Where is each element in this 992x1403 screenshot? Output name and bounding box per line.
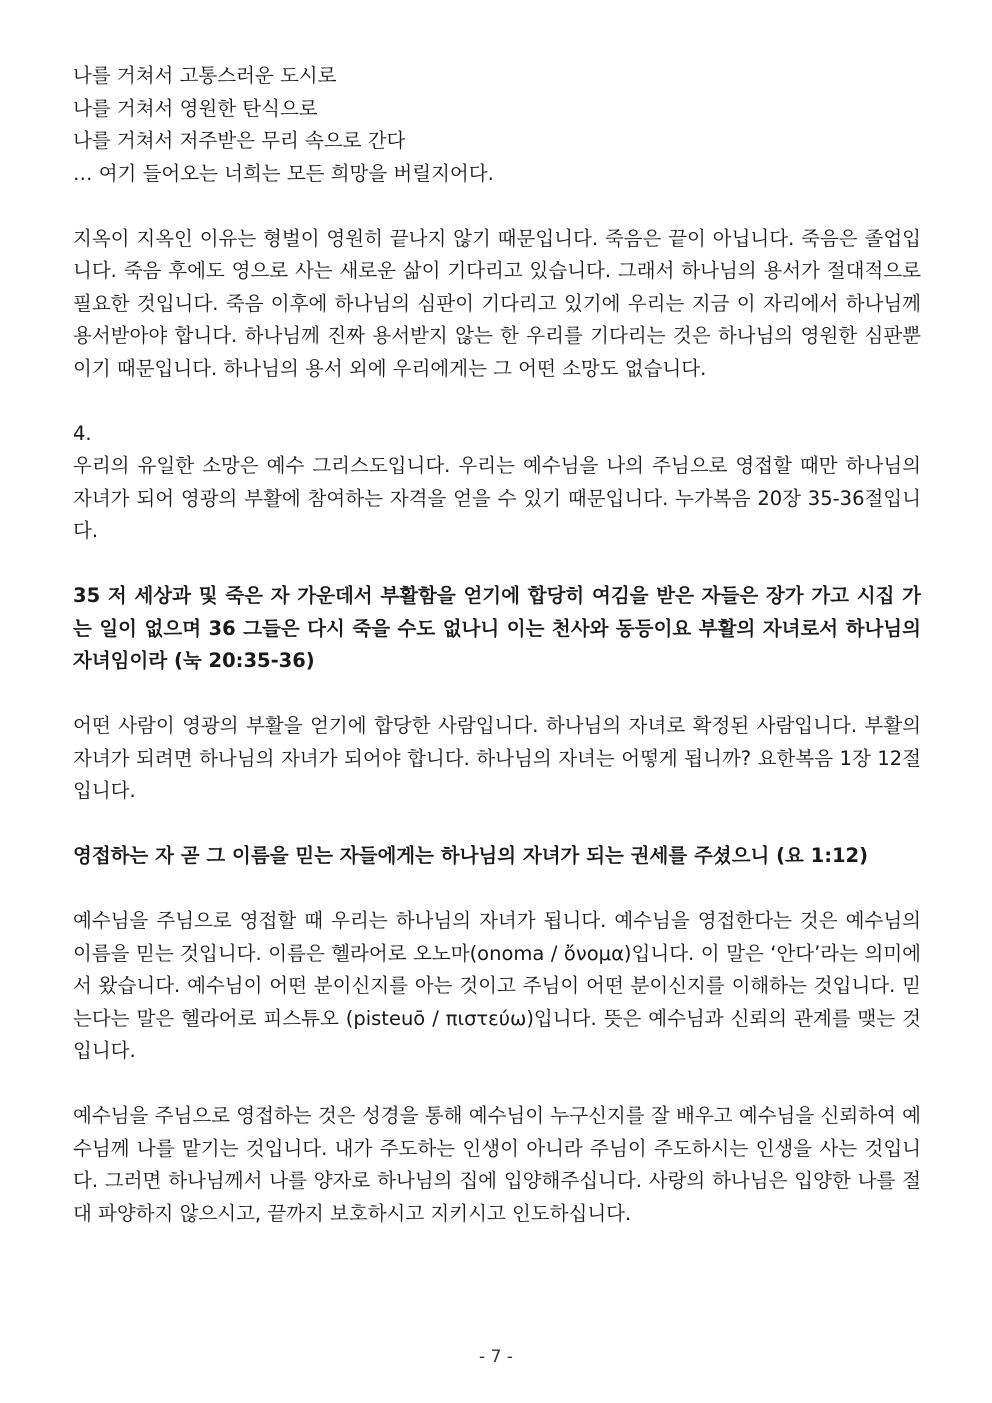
page-number: - 7 - [479, 1347, 513, 1367]
poem-line: … 여기 들어오는 너희는 모든 희망을 버릴지어다. [73, 161, 494, 185]
poem-line: 나를 거쳐서 저주받은 무리 속으로 간다 [73, 129, 406, 152]
scripture-quote: 35 저 세상과 및 죽은 자 가운데서 부활함을 얻기에 합당히 여김을 받은 자들은 장가 가고 시집 가는 일이 없으며 36 그들은 다시 죽을 수도 없나니 이는 천사와 동등이요 부활의 자녀로서 하나님의 자녀임이라 (눅 20:35-36) [73, 584, 921, 672]
paragraph: 예수님을 주님으로 영접할 때 우리는 하나님의 자녀가 됩니다. 예수님을 영접한다는 것은 예수님의 이름을 믿는 것입니다. 이름은 헬라어로 오노마(onoma / ὄνομα)입니다. 이 말은 ‘안다’라는 의미에서 왔습니다. 예수님이 어떤 분이신지를 아는 것이고 주님이 어떤 분이신지를 이해하는 것입니다. 믿는다는 말은 헬라어로 피스튜오 (pisteuō / πιστεύω)입니다. 뜻은 예수님과 신뢰의 관계를 맺는 것입니다. [73, 909, 921, 1062]
scripture-quote: 영접하는 자 곧 그 이름을 믿는 자들에게는 하나님의 자녀가 되는 권세를 주셨으니 (요 1:12) [73, 844, 869, 867]
poem-line: 나를 거쳐서 고통스러운 도시로 [73, 64, 337, 87]
document-body [73, 60, 921, 1230]
paragraph: 어떤 사람이 영광의 부활을 얻기에 합당한 사람입니다. 하나님의 자녀로 확정된 사람입니다. 부활의 자녀가 되려면 하나님의 자녀가 되어야 합니다. 하나님의 자녀는 어떻게 됩니까? 요한복음 1장 12절입니다. [73, 714, 921, 802]
section-number: 4. [73, 421, 92, 445]
poem-line: 나를 거쳐서 영원한 탄식으로 [73, 96, 318, 120]
paragraph: 우리의 유일한 소망은 예수 그리스도입니다. 우리는 예수님을 나의 주님으로 영접할 때만 하나님의 자녀가 되어 영광의 부활에 참여하는 자격을 얻을 수 있기 때문입니다. 누가복음 20장 35-36절입니다. [73, 454, 921, 542]
paragraph: 지옥이 지옥인 이유는 형벌이 영원히 끝나지 않기 때문입니다. 죽음은 끝이 아닙니다. 죽음은 졸업입니다. 죽음 후에도 영으로 사는 새로운 삶이 기다리고 있습니다. 그래서 하나님의 용서가 절대적으로 필요한 것입니다. 죽음 이후에 하나님의 심판이 기다리고 있기에 우리는 지금 이 자리에서 하나님께 용서받아야 합니다. 하나님께 진짜 용서받지 않는 한 우리를 기다리는 것은 하나님의 영원한 심판뿐이기 때문입니다. 하나님의 용서 외에 우리에게는 그 어떤 소망도 없습니다. [73, 226, 921, 380]
paragraph: 예수님을 주님으로 영접하는 것은 성경을 통해 예수님이 누구신지를 잘 배우고 예수님을 신뢰하여 예수님께 나를 맡기는 것입니다. 내가 주도하는 인생이 아니라 주님이 주도하시는 인생을 사는 것입니다. 그러면 하나님께서 나를 양자로 하나님의 집에 입양해주십니다. 사랑의 하나님은 입양한 나를 절대 파양하지 않으시고, 끝까지 보호하시고 지키시고 인도하십니다. [73, 1104, 921, 1225]
